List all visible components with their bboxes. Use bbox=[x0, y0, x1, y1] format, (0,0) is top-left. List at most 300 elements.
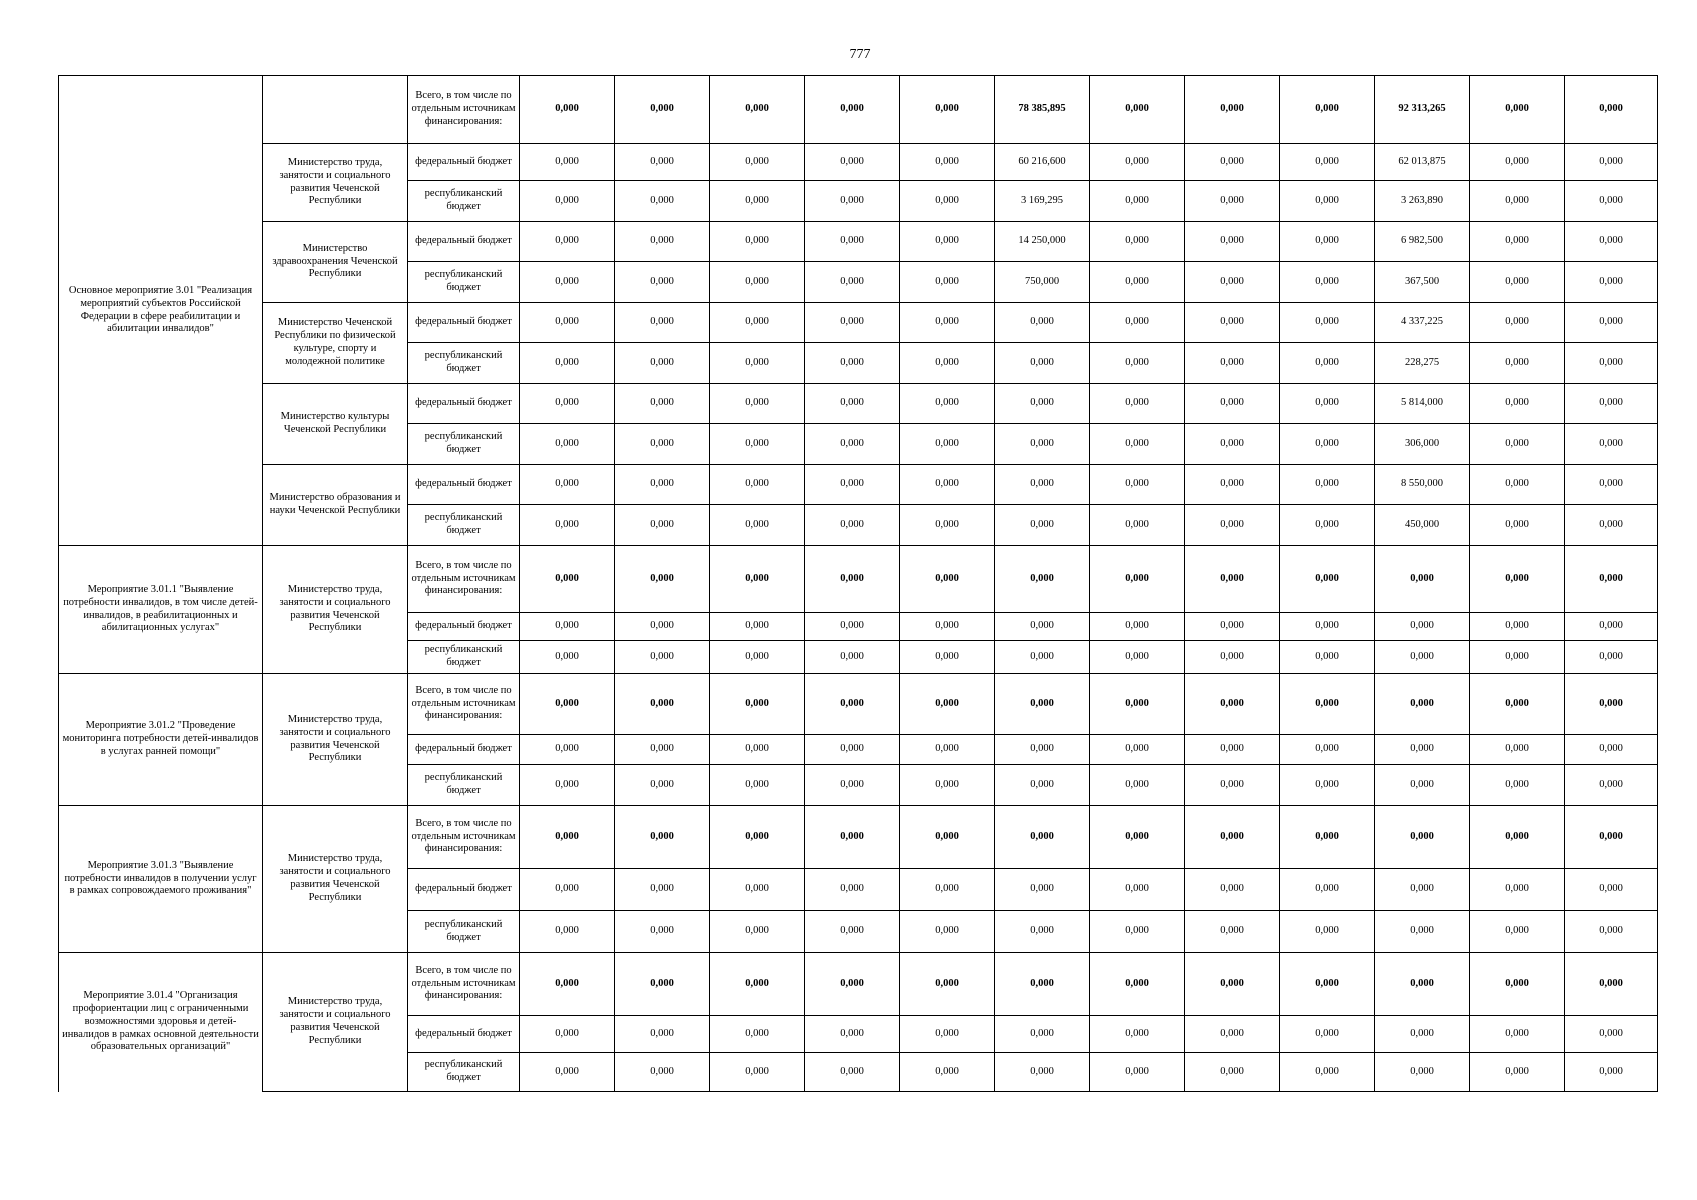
value-cell: 0,000 bbox=[1280, 343, 1375, 384]
value-cell: 0,000 bbox=[995, 641, 1090, 674]
value-cell: 0,000 bbox=[1375, 674, 1470, 735]
value-cell: 0,000 bbox=[805, 343, 900, 384]
table-row bbox=[59, 76, 1658, 144]
value-cell: 0,000 bbox=[520, 144, 615, 181]
value-cell: 0,000 bbox=[1280, 911, 1375, 953]
source-label: федеральный бюджет bbox=[408, 869, 520, 911]
value-cell: 0,000 bbox=[1280, 1016, 1375, 1053]
value-cell: 0,000 bbox=[1090, 384, 1185, 424]
source-label: республиканский бюджет bbox=[408, 424, 520, 465]
source-label: Всего, в том числе по отдельным источникам финансирования: bbox=[408, 806, 520, 869]
value-cell: 0,000 bbox=[1185, 424, 1280, 465]
value-cell: 0,000 bbox=[805, 613, 900, 641]
value-cell: 0,000 bbox=[710, 181, 805, 222]
value-cell: 62 013,875 bbox=[1375, 144, 1470, 181]
value-cell: 0,000 bbox=[1185, 613, 1280, 641]
value-cell: 0,000 bbox=[995, 505, 1090, 546]
value-cell: 0,000 bbox=[900, 674, 995, 735]
value-cell: 0,000 bbox=[900, 76, 995, 144]
value-cell: 0,000 bbox=[900, 181, 995, 222]
table-row bbox=[59, 144, 1658, 181]
value-cell: 0,000 bbox=[1185, 76, 1280, 144]
value-cell: 0,000 bbox=[995, 953, 1090, 1016]
value-cell: 0,000 bbox=[1470, 806, 1565, 869]
value-cell: 0,000 bbox=[710, 424, 805, 465]
value-cell: 0,000 bbox=[805, 505, 900, 546]
value-cell: 0,000 bbox=[995, 911, 1090, 953]
value-cell: 14 250,000 bbox=[995, 222, 1090, 262]
value-cell: 0,000 bbox=[1280, 765, 1375, 806]
value-cell: 0,000 bbox=[1280, 613, 1375, 641]
source-label: федеральный бюджет bbox=[408, 1016, 520, 1053]
measure-name: Мероприятие 3.01.4 "Организация профориентации лиц с ограниченными возможностями здоровья и детей-инвалидов в рамках основной деятельности образовательных организаций" bbox=[59, 953, 263, 1092]
value-cell: 0,000 bbox=[805, 674, 900, 735]
value-cell: 0,000 bbox=[1470, 1016, 1565, 1053]
value-cell: 0,000 bbox=[1185, 465, 1280, 505]
value-cell: 0,000 bbox=[1470, 505, 1565, 546]
value-cell: 0,000 bbox=[1470, 384, 1565, 424]
value-cell: 0,000 bbox=[995, 869, 1090, 911]
source-label: федеральный бюджет bbox=[408, 384, 520, 424]
value-cell: 0,000 bbox=[1565, 303, 1658, 343]
value-cell: 0,000 bbox=[710, 735, 805, 765]
value-cell: 0,000 bbox=[615, 262, 710, 303]
value-cell: 0,000 bbox=[1280, 806, 1375, 869]
value-cell: 0,000 bbox=[1470, 953, 1565, 1016]
executor-name: Министерство труда, занятости и социального развития Чеченской Республики bbox=[263, 546, 408, 674]
value-cell: 0,000 bbox=[1375, 735, 1470, 765]
table-row bbox=[59, 465, 1658, 505]
executor-empty bbox=[263, 76, 408, 144]
value-cell: 0,000 bbox=[615, 806, 710, 869]
value-cell: 0,000 bbox=[995, 1053, 1090, 1092]
value-cell: 0,000 bbox=[1090, 765, 1185, 806]
value-cell: 0,000 bbox=[1470, 144, 1565, 181]
value-cell: 0,000 bbox=[710, 765, 805, 806]
value-cell: 0,000 bbox=[1565, 343, 1658, 384]
value-cell: 0,000 bbox=[900, 505, 995, 546]
value-cell: 0,000 bbox=[1280, 953, 1375, 1016]
executor-name: Министерство труда, занятости и социального развития Чеченской Республики bbox=[263, 144, 408, 222]
value-cell: 0,000 bbox=[900, 911, 995, 953]
value-cell: 0,000 bbox=[615, 953, 710, 1016]
value-cell: 0,000 bbox=[995, 735, 1090, 765]
value-cell: 0,000 bbox=[1280, 424, 1375, 465]
value-cell: 92 313,265 bbox=[1375, 76, 1470, 144]
value-cell: 0,000 bbox=[520, 505, 615, 546]
value-cell: 0,000 bbox=[805, 1053, 900, 1092]
source-label: республиканский бюджет bbox=[408, 641, 520, 674]
value-cell: 0,000 bbox=[615, 869, 710, 911]
executor-name: Министерство культуры Чеченской Республики bbox=[263, 384, 408, 465]
value-cell: 0,000 bbox=[1090, 953, 1185, 1016]
value-cell: 306,000 bbox=[1375, 424, 1470, 465]
value-cell: 0,000 bbox=[520, 76, 615, 144]
value-cell: 0,000 bbox=[1375, 1016, 1470, 1053]
value-cell: 0,000 bbox=[995, 303, 1090, 343]
value-cell: 0,000 bbox=[615, 384, 710, 424]
value-cell: 0,000 bbox=[615, 1053, 710, 1092]
value-cell: 0,000 bbox=[1280, 1053, 1375, 1092]
value-cell: 0,000 bbox=[615, 76, 710, 144]
value-cell: 0,000 bbox=[710, 222, 805, 262]
value-cell: 0,000 bbox=[995, 1016, 1090, 1053]
value-cell: 0,000 bbox=[995, 546, 1090, 613]
value-cell: 0,000 bbox=[1280, 144, 1375, 181]
source-label: федеральный бюджет bbox=[408, 222, 520, 262]
value-cell: 0,000 bbox=[1565, 641, 1658, 674]
value-cell: 0,000 bbox=[710, 465, 805, 505]
value-cell: 0,000 bbox=[615, 144, 710, 181]
value-cell: 0,000 bbox=[1090, 735, 1185, 765]
value-cell: 0,000 bbox=[1090, 465, 1185, 505]
value-cell: 0,000 bbox=[1565, 181, 1658, 222]
value-cell: 0,000 bbox=[615, 546, 710, 613]
value-cell: 0,000 bbox=[520, 262, 615, 303]
value-cell: 78 385,895 bbox=[995, 76, 1090, 144]
measure-name: Основное мероприятие 3.01 "Реализация мероприятий субъектов Российской Федерации в сфере реабилитации и абилитации инвалидов" bbox=[59, 76, 263, 546]
value-cell: 0,000 bbox=[1565, 384, 1658, 424]
value-cell: 0,000 bbox=[615, 765, 710, 806]
value-cell: 0,000 bbox=[1375, 953, 1470, 1016]
value-cell: 0,000 bbox=[520, 674, 615, 735]
value-cell: 0,000 bbox=[995, 674, 1090, 735]
value-cell: 0,000 bbox=[615, 735, 710, 765]
value-cell: 0,000 bbox=[1375, 765, 1470, 806]
value-cell: 0,000 bbox=[805, 641, 900, 674]
value-cell: 0,000 bbox=[1185, 1053, 1280, 1092]
value-cell: 0,000 bbox=[1565, 953, 1658, 1016]
value-cell: 0,000 bbox=[520, 343, 615, 384]
value-cell: 0,000 bbox=[900, 343, 995, 384]
value-cell: 0,000 bbox=[900, 953, 995, 1016]
value-cell: 0,000 bbox=[710, 613, 805, 641]
value-cell: 4 337,225 bbox=[1375, 303, 1470, 343]
page-number: 777 bbox=[849, 47, 871, 62]
executor-name: Министерство здравоохранения Чеченской Республики bbox=[263, 222, 408, 303]
value-cell: 0,000 bbox=[615, 505, 710, 546]
value-cell: 0,000 bbox=[1185, 222, 1280, 262]
value-cell: 0,000 bbox=[615, 343, 710, 384]
value-cell: 0,000 bbox=[1185, 953, 1280, 1016]
value-cell: 0,000 bbox=[1185, 505, 1280, 546]
value-cell: 0,000 bbox=[1280, 674, 1375, 735]
source-label: республиканский бюджет bbox=[408, 765, 520, 806]
value-cell: 0,000 bbox=[1565, 424, 1658, 465]
value-cell: 0,000 bbox=[805, 181, 900, 222]
value-cell: 0,000 bbox=[1090, 1016, 1185, 1053]
value-cell: 0,000 bbox=[995, 424, 1090, 465]
value-cell: 0,000 bbox=[900, 384, 995, 424]
value-cell: 0,000 bbox=[805, 806, 900, 869]
value-cell: 0,000 bbox=[805, 735, 900, 765]
value-cell: 0,000 bbox=[520, 222, 615, 262]
value-cell: 5 814,000 bbox=[1375, 384, 1470, 424]
value-cell: 0,000 bbox=[1090, 181, 1185, 222]
value-cell: 0,000 bbox=[710, 1053, 805, 1092]
source-label: федеральный бюджет bbox=[408, 303, 520, 343]
value-cell: 0,000 bbox=[520, 765, 615, 806]
value-cell: 0,000 bbox=[1185, 384, 1280, 424]
value-cell: 0,000 bbox=[995, 613, 1090, 641]
value-cell: 0,000 bbox=[1185, 911, 1280, 953]
value-cell: 0,000 bbox=[615, 1016, 710, 1053]
value-cell: 0,000 bbox=[1185, 674, 1280, 735]
value-cell: 0,000 bbox=[1185, 735, 1280, 765]
value-cell: 228,275 bbox=[1375, 343, 1470, 384]
value-cell: 0,000 bbox=[1185, 303, 1280, 343]
value-cell: 6 982,500 bbox=[1375, 222, 1470, 262]
value-cell: 0,000 bbox=[1565, 765, 1658, 806]
value-cell: 0,000 bbox=[900, 262, 995, 303]
value-cell: 0,000 bbox=[805, 1016, 900, 1053]
value-cell: 0,000 bbox=[1280, 384, 1375, 424]
value-cell: 0,000 bbox=[995, 343, 1090, 384]
value-cell: 0,000 bbox=[1090, 262, 1185, 303]
value-cell: 0,000 bbox=[1375, 641, 1470, 674]
value-cell: 0,000 bbox=[1090, 222, 1185, 262]
value-cell: 0,000 bbox=[1090, 343, 1185, 384]
value-cell: 0,000 bbox=[1565, 613, 1658, 641]
value-cell: 0,000 bbox=[900, 869, 995, 911]
value-cell: 0,000 bbox=[520, 546, 615, 613]
executor-name: Министерство труда, занятости и социального развития Чеченской Республики bbox=[263, 674, 408, 806]
value-cell: 0,000 bbox=[520, 1016, 615, 1053]
value-cell: 0,000 bbox=[1090, 806, 1185, 869]
value-cell: 0,000 bbox=[900, 735, 995, 765]
value-cell: 0,000 bbox=[900, 641, 995, 674]
value-cell: 0,000 bbox=[710, 953, 805, 1016]
value-cell: 0,000 bbox=[805, 869, 900, 911]
value-cell: 0,000 bbox=[520, 953, 615, 1016]
value-cell: 0,000 bbox=[1280, 181, 1375, 222]
value-cell: 0,000 bbox=[1470, 303, 1565, 343]
value-cell: 0,000 bbox=[900, 1053, 995, 1092]
value-cell: 0,000 bbox=[1280, 222, 1375, 262]
value-cell: 0,000 bbox=[1185, 641, 1280, 674]
table-row bbox=[59, 384, 1658, 424]
value-cell: 0,000 bbox=[900, 424, 995, 465]
value-cell: 0,000 bbox=[1470, 1053, 1565, 1092]
value-cell: 0,000 bbox=[710, 384, 805, 424]
value-cell: 0,000 bbox=[1470, 674, 1565, 735]
source-label: республиканский бюджет bbox=[408, 911, 520, 953]
table-row bbox=[59, 222, 1658, 262]
value-cell: 8 550,000 bbox=[1375, 465, 1470, 505]
value-cell: 0,000 bbox=[1470, 735, 1565, 765]
source-label: федеральный бюджет bbox=[408, 465, 520, 505]
value-cell: 0,000 bbox=[1090, 144, 1185, 181]
executor-name: Министерство труда, занятости и социального развития Чеченской Республики bbox=[263, 806, 408, 953]
value-cell: 0,000 bbox=[1280, 735, 1375, 765]
value-cell: 60 216,600 bbox=[995, 144, 1090, 181]
value-cell: 0,000 bbox=[520, 384, 615, 424]
value-cell: 0,000 bbox=[1565, 1053, 1658, 1092]
value-cell: 0,000 bbox=[1090, 911, 1185, 953]
value-cell: 0,000 bbox=[1565, 869, 1658, 911]
source-label: федеральный бюджет bbox=[408, 613, 520, 641]
value-cell: 0,000 bbox=[900, 546, 995, 613]
value-cell: 0,000 bbox=[1375, 869, 1470, 911]
source-label: Всего, в том числе по отдельным источникам финансирования: bbox=[408, 546, 520, 613]
value-cell: 0,000 bbox=[1280, 262, 1375, 303]
value-cell: 0,000 bbox=[520, 303, 615, 343]
value-cell: 0,000 bbox=[900, 465, 995, 505]
value-cell: 0,000 bbox=[1280, 465, 1375, 505]
value-cell: 0,000 bbox=[1280, 641, 1375, 674]
value-cell: 0,000 bbox=[710, 674, 805, 735]
value-cell: 0,000 bbox=[520, 465, 615, 505]
value-cell: 0,000 bbox=[520, 641, 615, 674]
value-cell: 0,000 bbox=[710, 546, 805, 613]
value-cell: 0,000 bbox=[900, 1016, 995, 1053]
source-label: республиканский бюджет bbox=[408, 181, 520, 222]
value-cell: 0,000 bbox=[1470, 613, 1565, 641]
source-label: республиканский бюджет bbox=[408, 343, 520, 384]
value-cell: 0,000 bbox=[615, 424, 710, 465]
value-cell: 0,000 bbox=[1470, 546, 1565, 613]
value-cell: 0,000 bbox=[710, 303, 805, 343]
value-cell: 0,000 bbox=[1185, 343, 1280, 384]
value-cell: 3 263,890 bbox=[1375, 181, 1470, 222]
value-cell: 0,000 bbox=[1565, 806, 1658, 869]
value-cell: 0,000 bbox=[1185, 1016, 1280, 1053]
value-cell: 0,000 bbox=[615, 674, 710, 735]
value-cell: 3 169,295 bbox=[995, 181, 1090, 222]
value-cell: 0,000 bbox=[805, 953, 900, 1016]
value-cell: 0,000 bbox=[805, 384, 900, 424]
value-cell: 0,000 bbox=[615, 465, 710, 505]
value-cell: 0,000 bbox=[900, 144, 995, 181]
value-cell: 0,000 bbox=[1185, 262, 1280, 303]
source-label: Всего, в том числе по отдельным источникам финансирования: bbox=[408, 674, 520, 735]
value-cell: 0,000 bbox=[805, 222, 900, 262]
value-cell: 0,000 bbox=[520, 911, 615, 953]
value-cell: 0,000 bbox=[1565, 674, 1658, 735]
value-cell: 0,000 bbox=[1185, 181, 1280, 222]
value-cell: 450,000 bbox=[1375, 505, 1470, 546]
source-label: федеральный бюджет bbox=[408, 735, 520, 765]
measure-name: Мероприятие 3.01.2 "Проведение мониторинга потребности детей-инвалидов в услугах ранней помощи" bbox=[59, 674, 263, 806]
value-cell: 0,000 bbox=[710, 144, 805, 181]
value-cell: 0,000 bbox=[805, 303, 900, 343]
value-cell: 0,000 bbox=[1090, 303, 1185, 343]
value-cell: 0,000 bbox=[520, 424, 615, 465]
source-label: республиканский бюджет bbox=[408, 505, 520, 546]
value-cell: 0,000 bbox=[1090, 424, 1185, 465]
value-cell: 0,000 bbox=[995, 765, 1090, 806]
table-row bbox=[59, 546, 1658, 613]
value-cell: 0,000 bbox=[805, 76, 900, 144]
table-row bbox=[59, 806, 1658, 869]
value-cell: 0,000 bbox=[1470, 465, 1565, 505]
value-cell: 0,000 bbox=[1470, 262, 1565, 303]
value-cell: 0,000 bbox=[900, 303, 995, 343]
value-cell: 367,500 bbox=[1375, 262, 1470, 303]
value-cell: 0,000 bbox=[1470, 424, 1565, 465]
value-cell: 0,000 bbox=[615, 911, 710, 953]
value-cell: 0,000 bbox=[1090, 76, 1185, 144]
value-cell: 0,000 bbox=[1280, 76, 1375, 144]
value-cell: 0,000 bbox=[615, 641, 710, 674]
value-cell: 0,000 bbox=[1185, 765, 1280, 806]
value-cell: 0,000 bbox=[1565, 1016, 1658, 1053]
value-cell: 0,000 bbox=[1185, 806, 1280, 869]
value-cell: 0,000 bbox=[710, 869, 805, 911]
value-cell: 0,000 bbox=[710, 262, 805, 303]
source-label: республиканский бюджет bbox=[408, 262, 520, 303]
value-cell: 0,000 bbox=[1470, 641, 1565, 674]
value-cell: 0,000 bbox=[710, 505, 805, 546]
value-cell: 0,000 bbox=[900, 613, 995, 641]
value-cell: 0,000 bbox=[520, 806, 615, 869]
table-row bbox=[59, 674, 1658, 735]
value-cell: 0,000 bbox=[1470, 911, 1565, 953]
value-cell: 0,000 bbox=[615, 303, 710, 343]
value-cell: 0,000 bbox=[520, 735, 615, 765]
value-cell: 0,000 bbox=[900, 222, 995, 262]
source-label: Всего, в том числе по отдельным источникам финансирования: bbox=[408, 76, 520, 144]
financing-table bbox=[58, 75, 1658, 1092]
value-cell: 0,000 bbox=[1375, 546, 1470, 613]
value-cell: 0,000 bbox=[1470, 343, 1565, 384]
value-cell: 0,000 bbox=[710, 343, 805, 384]
source-label: Всего, в том числе по отдельным источникам финансирования: bbox=[408, 953, 520, 1016]
value-cell: 0,000 bbox=[615, 222, 710, 262]
value-cell: 0,000 bbox=[805, 765, 900, 806]
value-cell: 0,000 bbox=[1470, 765, 1565, 806]
value-cell: 0,000 bbox=[1280, 869, 1375, 911]
value-cell: 0,000 bbox=[900, 806, 995, 869]
value-cell: 750,000 bbox=[995, 262, 1090, 303]
value-cell: 0,000 bbox=[1375, 613, 1470, 641]
value-cell: 0,000 bbox=[995, 806, 1090, 869]
value-cell: 0,000 bbox=[995, 384, 1090, 424]
value-cell: 0,000 bbox=[1090, 869, 1185, 911]
value-cell: 0,000 bbox=[1565, 546, 1658, 613]
value-cell: 0,000 bbox=[1565, 505, 1658, 546]
table-row bbox=[59, 303, 1658, 343]
value-cell: 0,000 bbox=[710, 1016, 805, 1053]
value-cell: 0,000 bbox=[1375, 1053, 1470, 1092]
value-cell: 0,000 bbox=[1280, 303, 1375, 343]
source-label: федеральный бюджет bbox=[408, 144, 520, 181]
value-cell: 0,000 bbox=[805, 465, 900, 505]
executor-name: Министерство Чеченской Республики по физической культуре, спорту и молодежной политике bbox=[263, 303, 408, 384]
value-cell: 0,000 bbox=[1375, 806, 1470, 869]
executor-name: Министерство образования и науки Чеченской Республики bbox=[263, 465, 408, 546]
value-cell: 0,000 bbox=[1185, 546, 1280, 613]
measure-name: Мероприятие 3.01.3 "Выявление потребности инвалидов в получении услуг в рамках сопровождаемого проживания" bbox=[59, 806, 263, 953]
value-cell: 0,000 bbox=[520, 1053, 615, 1092]
value-cell: 0,000 bbox=[1090, 641, 1185, 674]
value-cell: 0,000 bbox=[520, 869, 615, 911]
value-cell: 0,000 bbox=[1185, 144, 1280, 181]
value-cell: 0,000 bbox=[805, 144, 900, 181]
value-cell: 0,000 bbox=[710, 911, 805, 953]
table-row bbox=[59, 953, 1658, 1016]
value-cell: 0,000 bbox=[520, 181, 615, 222]
value-cell: 0,000 bbox=[805, 424, 900, 465]
value-cell: 0,000 bbox=[805, 546, 900, 613]
value-cell: 0,000 bbox=[710, 76, 805, 144]
value-cell: 0,000 bbox=[1090, 546, 1185, 613]
value-cell: 0,000 bbox=[1565, 144, 1658, 181]
value-cell: 0,000 bbox=[1090, 505, 1185, 546]
value-cell: 0,000 bbox=[1470, 222, 1565, 262]
value-cell: 0,000 bbox=[805, 911, 900, 953]
value-cell: 0,000 bbox=[1090, 674, 1185, 735]
